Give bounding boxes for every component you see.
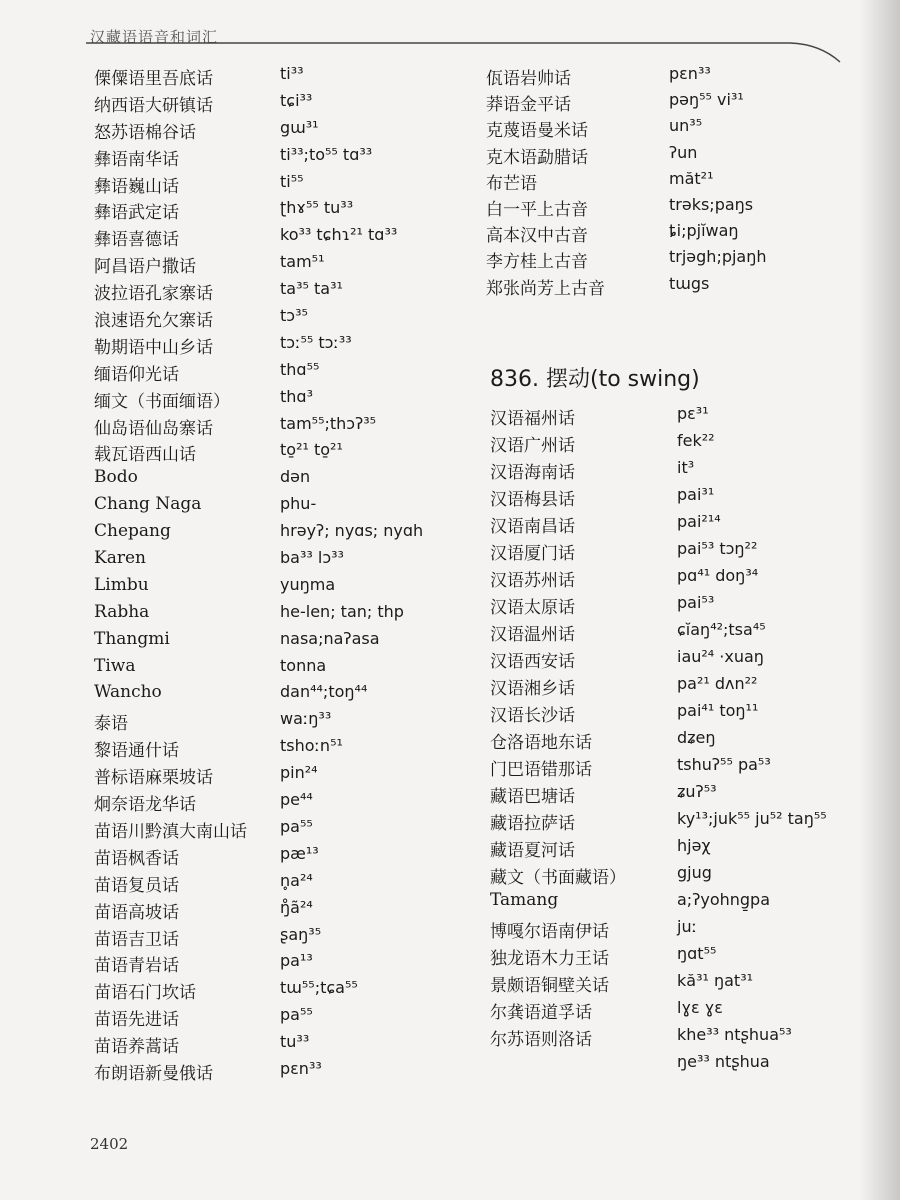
language-name: 汉语太原话 [490,598,575,618]
language-name: 苗语青岩话 [94,956,179,977]
language-name: 苗语吉卫话 [94,929,179,950]
word-form: dan⁴⁴;toŋ⁴⁴ [280,682,368,702]
language-name: 浪速语允欠寨话 [94,311,213,332]
language-name: 布朗语新曼俄话 [94,1063,213,1084]
language-name: Rabha [94,601,150,622]
language-name: 高本汉中古音 [486,226,588,247]
word-form: fek²² [677,431,715,450]
word-form: he-len; tan; thp [280,601,404,621]
word-form: ba³³ lɔ³³ [280,548,344,568]
section-heading [490,362,700,393]
page-number: 2402 [90,1135,129,1153]
language-name: Thangmi [94,628,170,649]
word-form: pa⁵⁵ [280,1005,313,1025]
word-form: ti³³ [280,64,304,83]
language-name: Wancho [94,682,162,703]
word-form: ʔun [669,142,698,162]
language-name: 波拉语孔家寨话 [94,284,213,305]
language-name: 阿昌语户撒话 [94,257,196,278]
word-form: kă³¹ ŋat³¹ [677,971,754,990]
section-number: 836. [490,367,539,392]
word-form: nasa;naʔasa [280,628,380,648]
language-name: Limbu [94,574,149,595]
word-form: pe⁴⁴ [280,790,313,810]
language-name: 彝语南华话 [94,149,179,170]
word-form: pɛ³¹ [677,404,709,423]
word-form: pai⁵³ [677,593,715,612]
language-name: 仙岛语仙岛寨话 [94,418,213,439]
language-name: 克木语勐腊话 [486,147,588,168]
page-fold-shadow [860,0,900,1200]
word-form: pai⁵³ tɔŋ²² [677,539,758,558]
language-name: 汉语梅县话 [490,490,575,510]
language-name: 尔苏语则洛话 [490,1030,592,1050]
language-name: 汉语福州话 [490,409,575,429]
word-form: ko³³ tɕhɿ²¹ tɑ³³ [280,225,398,245]
word-form: tam⁵⁵;thɔʔ³⁵ [280,413,377,433]
word-form: dən [280,467,311,487]
language-name: 李方桂上古音 [486,252,588,273]
word-form: ʑuʔ⁵³ [677,782,717,801]
language-name: 黎语通什话 [94,741,179,762]
language-name: 汉语长沙话 [490,706,575,726]
word-form: măt²¹ [669,168,714,188]
language-name: 苗语先进话 [94,1010,179,1031]
word-form: pa⁵⁵ [280,816,313,836]
word-form: pin²⁴ [280,763,318,783]
language-name: Tamang [490,890,559,910]
word-form: juː [677,917,697,936]
language-name: 载瓦语西山话 [94,445,196,466]
word-form: un³⁵ [669,116,703,136]
language-name: 藏语夏河话 [490,841,575,861]
language-name: 苗语养蒿话 [94,1037,179,1058]
language-name: 独龙语木力王话 [490,949,609,969]
language-name: 彝语武定话 [94,203,179,224]
word-form: tshoːn⁵¹ [280,736,343,756]
language-name: 仓洛语地东话 [490,733,592,753]
word-form: pɑ⁴¹ doŋ³⁴ [677,566,759,585]
language-name: 白一平上古音 [486,199,588,220]
language-name: 郑张尚芳上古音 [486,278,605,299]
word-form: n̥a²⁴ [280,870,313,890]
language-name: 景颇语铜壁关话 [490,976,609,996]
word-form: tu³³ [280,1032,310,1052]
language-name: 藏文（书面藏语） [490,868,626,888]
language-name: 汉语温州话 [490,625,575,645]
word-form: ʂaŋ³⁵ [280,924,322,944]
language-name: 汉语海南话 [490,463,575,483]
word-form: ɕĭaŋ⁴²;tsa⁴⁵ [677,620,766,639]
word-form: it³ [677,458,695,477]
word-form: gɯ³¹ [280,117,319,137]
language-name: 汉语苏州话 [490,571,575,591]
word-form: iau²⁴ ·xuaŋ [677,647,764,666]
word-form: tshuʔ⁵⁵ pa⁵³ [677,755,771,774]
section-title: 摆动(to swing) [545,367,700,392]
word-form: pa¹³ [280,951,313,971]
word-form: waːŋ³³ [280,709,332,729]
language-name: 勒期语中山乡话 [94,337,213,358]
language-name: 藏语巴塘话 [490,787,575,807]
language-name: Chang Naga [94,494,202,515]
language-name: 佤语岩帅话 [486,69,571,89]
word-form: pɛn³³ [280,1058,322,1078]
language-name: Chepang [94,521,171,542]
word-form: ky¹³;juk⁵⁵ ju⁵² taŋ⁵⁵ [677,809,827,828]
word-form: a;ʔyohng̱pa [677,890,771,909]
word-form: tɯgs [669,273,710,293]
language-name: 苗语枫香话 [94,848,179,869]
word-form: gjug [677,863,712,882]
word-form: trəks;paŋs [669,194,754,214]
language-name: 苗语高坡话 [94,902,179,923]
language-name: 汉语广州话 [490,436,575,456]
language-name: Karen [94,548,146,569]
language-name: 彝语巍山话 [94,176,179,197]
language-name: 汉语南昌话 [490,517,575,537]
language-name: 汉语西安话 [490,652,575,672]
word-form: pa²¹ dʌn²² [677,674,758,693]
language-name: 炯奈语龙华话 [94,795,196,816]
language-name: 苗语复员话 [94,875,179,896]
word-form: ti³³;to⁵⁵ tɑ³³ [280,144,373,164]
word-form: ŋe³³ ntʂhua [677,1052,770,1071]
word-form: yuŋma [280,574,336,594]
word-form: khe³³ ntʂhua⁵³ [677,1025,792,1044]
language-name: 缅文（书面缅语） [94,391,230,412]
word-form: hrəyʔ; nyɑs; nyɑh [280,521,424,541]
language-name: 苗语川黔滇大南山话 [94,821,247,842]
language-name: 傈僳语里吾底话 [94,69,213,89]
word-form: hjəχ [677,836,711,855]
word-form: pəŋ⁵⁵ vi³¹ [669,90,744,110]
word-form: tonna [280,655,327,675]
word-form: pai²¹⁴ [677,512,721,531]
language-name: 尔龚语道孚话 [490,1003,592,1023]
word-form: ta³⁵ ta³¹ [280,279,343,299]
language-name: Tiwa [94,655,136,676]
language-name: 泰语 [94,714,128,735]
word-form: tɯ⁵⁵;tɕa⁵⁵ [280,978,358,998]
language-name: 苗语石门坎话 [94,983,196,1004]
word-form: phu- [280,494,317,514]
word-form: ŋɑt⁵⁵ [677,944,717,963]
language-name: 博嘎尔语南伊话 [490,922,609,942]
word-form: tɕi³³ [280,90,313,110]
language-name: 普标语麻栗坡话 [94,768,213,789]
language-name: 布芒语 [486,173,537,194]
language-name: 克蔑语曼米话 [486,121,588,142]
word-form: to̱²¹ to̱²¹ [280,440,343,460]
language-name: 藏语拉萨话 [490,814,575,834]
word-form: trjəgh;pjaŋh [669,247,767,267]
language-name: Bodo [94,467,138,488]
word-form: dʑeŋ [677,728,716,747]
language-name: 彝语喜德话 [94,230,179,251]
language-name: 莽语金平话 [486,95,571,116]
word-form: tam⁵¹ [280,252,325,272]
language-name: 汉语湘乡话 [490,679,575,699]
word-form: pɛn³³ [669,64,711,83]
word-form: ȶi;pjĭwaŋ [669,221,739,241]
word-form: thɑ³ [280,386,313,406]
language-name: 缅语仰光话 [94,364,179,385]
word-form: pai⁴¹ toŋ¹¹ [677,701,759,720]
word-form: lɣɛ ɣɛ [677,998,723,1017]
word-form: tɔː⁵⁵ tɔː³³ [280,332,352,352]
language-name: 怒苏语棉谷话 [94,122,196,143]
word-form: pai³¹ [677,485,715,504]
word-form: tɔ³⁵ [280,306,308,326]
word-form: ti⁵⁵ [280,171,304,191]
language-name: 纳西语大研镇话 [94,95,213,116]
language-name: 门巴语错那话 [490,760,592,780]
word-form: pæ¹³ [280,843,319,863]
word-form: thɑ⁵⁵ [280,359,320,379]
word-form: ŋ̊ã²⁴ [280,897,313,917]
running-head: 汉藏语语音和词汇 [90,28,219,46]
language-name: 汉语厦门话 [490,544,575,564]
word-form: ʈhɤ⁵⁵ tu³³ [280,198,354,218]
